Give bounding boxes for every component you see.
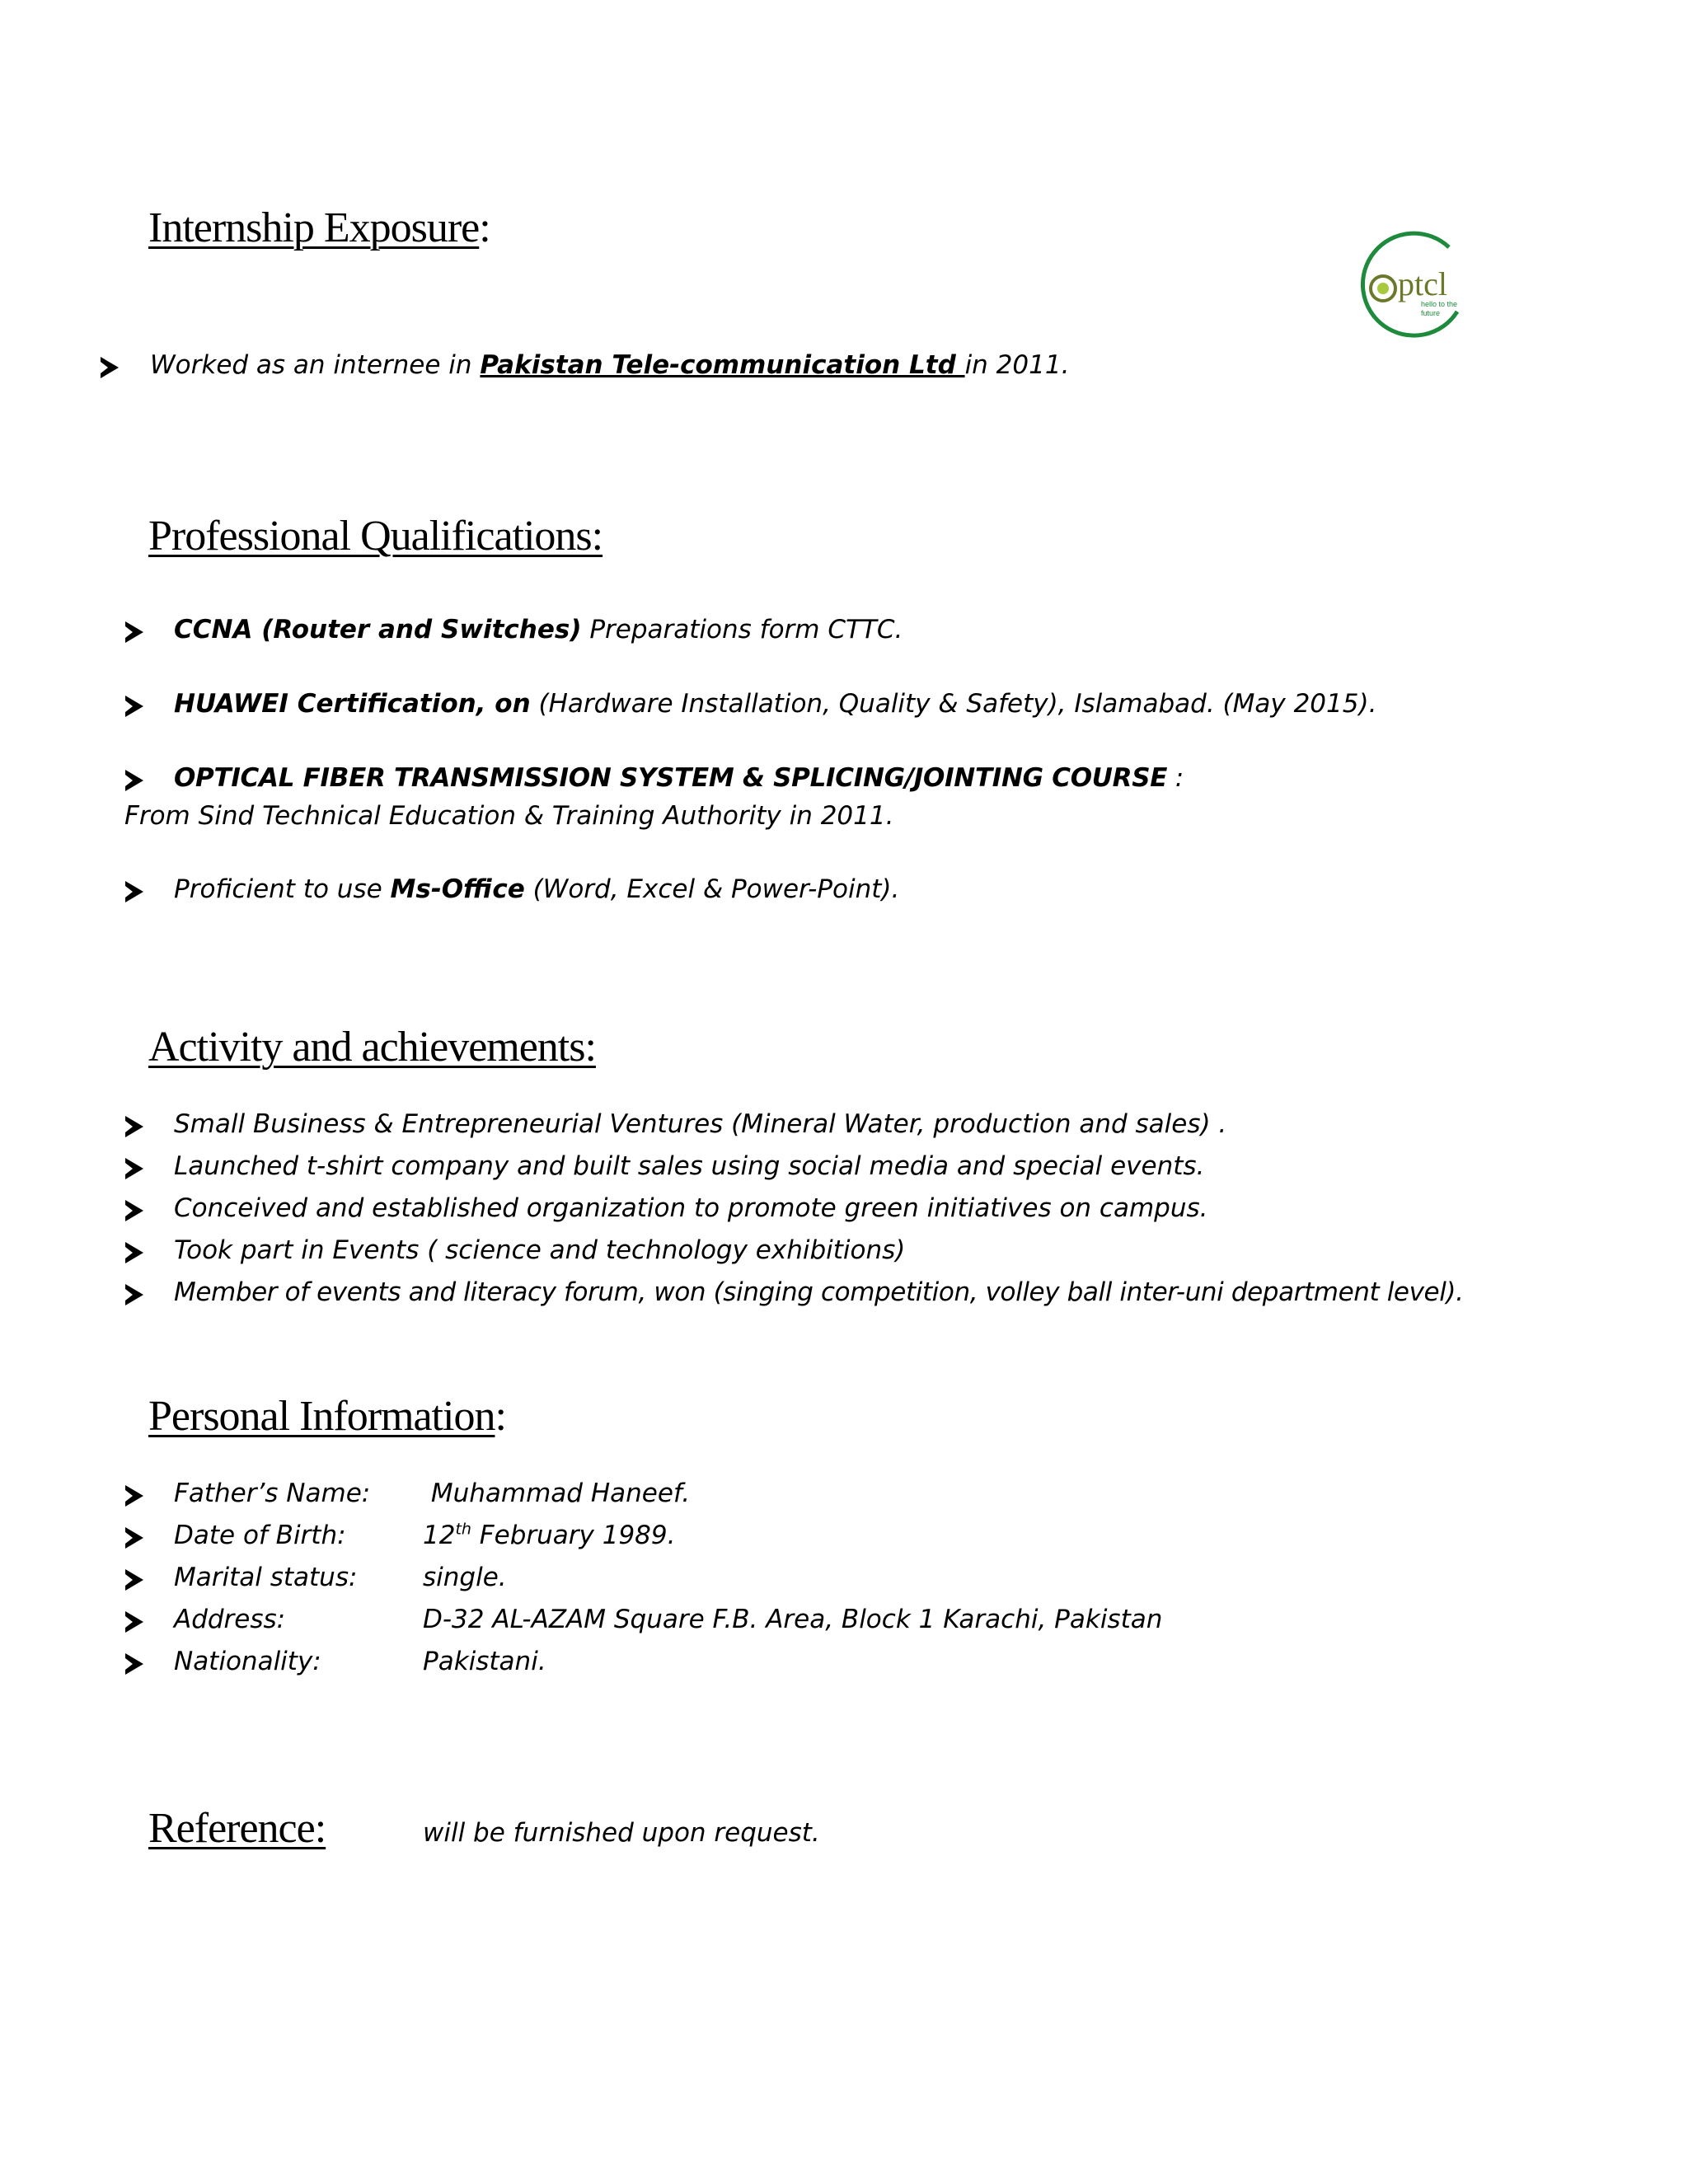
bullet-arrow-icon xyxy=(125,770,143,791)
field-value: Pakistani. xyxy=(423,1647,546,1676)
activity-item: Conceived and established organization to promote green initiatives on campus. xyxy=(174,1193,1208,1223)
qualification-item: CCNA (Router and Switches) Preparations form CTTC. xyxy=(174,615,903,644)
logo-wordmark: ptcl xyxy=(1398,265,1447,302)
bullet-arrow-icon xyxy=(125,1242,143,1263)
activity-item: Launched t-shirt company and built sales using social media and special events. xyxy=(174,1151,1205,1181)
qualification-item: HUAWEI Certification, on (Hardware Installation, Quality & Safety), Islamabad. (May 2015). xyxy=(174,689,1377,719)
reference-text: will be furnished upon request. xyxy=(423,1818,820,1848)
bullet-arrow-icon xyxy=(125,1569,143,1591)
qualification-item: Proficient to use Ms-Office (Word, Excel & Power-Point). xyxy=(174,874,900,904)
personal-field xyxy=(174,1479,690,1509)
logo-tagline-2: future xyxy=(1421,309,1441,317)
field-value: single. xyxy=(423,1563,507,1592)
bullet-arrow-icon xyxy=(125,881,143,902)
personal-field xyxy=(174,1605,1162,1635)
logo-dot xyxy=(1377,283,1389,294)
reference-heading: Reference: xyxy=(148,1805,326,1852)
field-value: D-32 AL-AZAM Square F.B. Area, Block 1 Karachi, Pakistan xyxy=(423,1605,1163,1634)
field-label: Address: xyxy=(174,1605,286,1634)
qualification-item-continuation: From Sind Technical Education & Training Authority in 2011. xyxy=(124,801,894,831)
internship-item: Worked as an internee in Pakistan Tele-communication Ltd in 2011. xyxy=(150,350,1070,380)
field-label: Marital status: xyxy=(174,1563,358,1592)
field-label: Date of Birth: xyxy=(174,1521,346,1551)
personal-field xyxy=(174,1521,675,1552)
activity-item: Small Business & Entrepreneurial Ventures (Mineral Water, production and sales) . xyxy=(174,1109,1227,1139)
field-label: Nationality: xyxy=(174,1647,321,1676)
bullet-arrow-icon xyxy=(125,1485,143,1507)
personal-field xyxy=(174,1563,507,1593)
field-value: Muhammad Haneef. xyxy=(423,1479,691,1508)
bullet-arrow-icon xyxy=(125,1611,143,1633)
activity-item: Took part in Events ( science and technology exhibitions) xyxy=(174,1235,906,1265)
activity-item: Member of events and literacy forum, won (singing competition, volley ball inter-uni department level). xyxy=(174,1277,1464,1307)
qualification-item: OPTICAL FIBER TRANSMISSION SYSTEM & SPLICING/JOINTING COURSE : xyxy=(174,763,1184,793)
activities-heading: Activity and achievements: xyxy=(148,1024,596,1071)
field-label: Father’s Name: xyxy=(174,1479,371,1508)
bullet-arrow-icon xyxy=(101,357,119,378)
personal-field xyxy=(174,1647,546,1677)
bullet-arrow-icon xyxy=(125,621,143,643)
personal-heading: Personal Information: xyxy=(148,1393,506,1440)
qualifications-heading: Professional Qualifications: xyxy=(148,513,603,560)
bullet-arrow-icon xyxy=(125,1527,143,1549)
logo-tagline-1: hello to the xyxy=(1421,300,1458,308)
bullet-arrow-icon xyxy=(125,1158,143,1179)
field-value: 12th February 1989. xyxy=(423,1521,676,1551)
bullet-arrow-icon xyxy=(125,696,143,717)
bullet-arrow-icon xyxy=(125,1200,143,1221)
ptcl-logo xyxy=(1352,223,1475,346)
bullet-arrow-icon xyxy=(125,1653,143,1675)
internship-heading: Internship Exposure: xyxy=(148,204,490,251)
bullet-arrow-icon xyxy=(125,1284,143,1305)
bullet-arrow-icon xyxy=(125,1116,143,1137)
